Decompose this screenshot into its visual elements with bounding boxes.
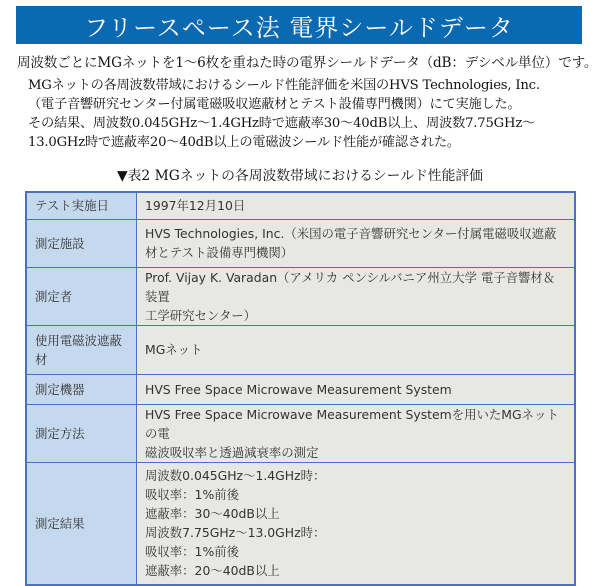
row-label: 測定結果: [26, 462, 137, 585]
row-label: 測定施設: [26, 219, 137, 267]
row-value: [137, 462, 576, 585]
value-line: 1997年12月10日: [145, 198, 246, 214]
page-title-banner: [16, 6, 582, 44]
row-value: [137, 404, 576, 462]
paragraph-line: MGネットの各周波数帯域におけるシールド性能評価を米国のHVS Technologies, Inc.: [28, 78, 540, 93]
table-row: [26, 404, 575, 462]
value-line: HVS Technologies, Inc.（米国の電子音響研究センター付属電磁吸収遮蔽: [145, 226, 557, 241]
value-line: HVS Free Space Microwave Measurement Systemを用いたMGネットの電: [145, 406, 559, 441]
value-line: 周波数7.75GHz～13.0GHz時：: [145, 525, 326, 541]
row-label: 使用電磁波遮蔽材: [26, 325, 137, 374]
page-title: フリースペース法 電界シールドデータ: [84, 13, 514, 42]
paragraph-line: 13.0GHz時で遮蔽率20～40dB以上の電磁波シールド性能が確認された。: [28, 135, 460, 150]
paragraph-line: その結果、周波数0.045GHz～1.4GHz時で遮蔽率30～40dB以上、周波数7.75GHz～: [28, 116, 536, 131]
table-row: [26, 462, 575, 585]
table-row: [26, 374, 575, 404]
row-value: [137, 267, 576, 325]
description-paragraph: [28, 76, 540, 152]
value-line: Prof. Vijay K. Varadan（アメリカ ペンシルバニア州立大学 電子音響材＆装置: [145, 269, 556, 304]
table-row: [26, 267, 575, 325]
value-line: MGネット: [145, 342, 203, 357]
value-line: 遮蔽率：30～40dB以上: [145, 506, 280, 522]
table-row: [26, 325, 575, 374]
value-line: 工学研究センター）: [145, 307, 257, 323]
table-caption: ▼表2 MGネットの各周波数帯域におけるシールド性能評価: [117, 168, 483, 184]
row-label: 測定機器: [26, 374, 137, 404]
value-line: 遮蔽率：20～40dB以上: [145, 563, 280, 579]
value-line: 吸収率：1%前後: [145, 487, 240, 503]
value-line: 材とテスト設備専門機関）: [145, 245, 294, 260]
value-line: 磁波吸収率と透過減衰率の測定: [145, 444, 319, 460]
row-value: [137, 374, 576, 404]
intro-text: 周波数ごとにMGネットを1～6枚を重ねた時の電界シールドデータ（dB：デシベル単位）です。: [17, 55, 598, 71]
paragraph-line: （電子音響研究センター付属電磁吸収遮蔽材とテスト設備専門機関）にて実施した。: [28, 97, 521, 112]
table-row: [26, 192, 575, 219]
row-label: 測定者: [26, 267, 137, 325]
row-label: テスト実施日: [26, 192, 137, 219]
value-line: HVS Free Space Microwave Measurement System: [145, 381, 452, 397]
shield-evaluation-table: [25, 191, 576, 586]
row-value: [137, 219, 576, 267]
table-row: [26, 219, 575, 267]
row-label: 測定方法: [26, 404, 137, 462]
value-line: 吸収率：1%前後: [145, 544, 240, 560]
row-value: [137, 325, 576, 374]
value-line: 周波数0.045GHz～1.4GHz時：: [145, 468, 326, 484]
row-value: [137, 192, 576, 219]
